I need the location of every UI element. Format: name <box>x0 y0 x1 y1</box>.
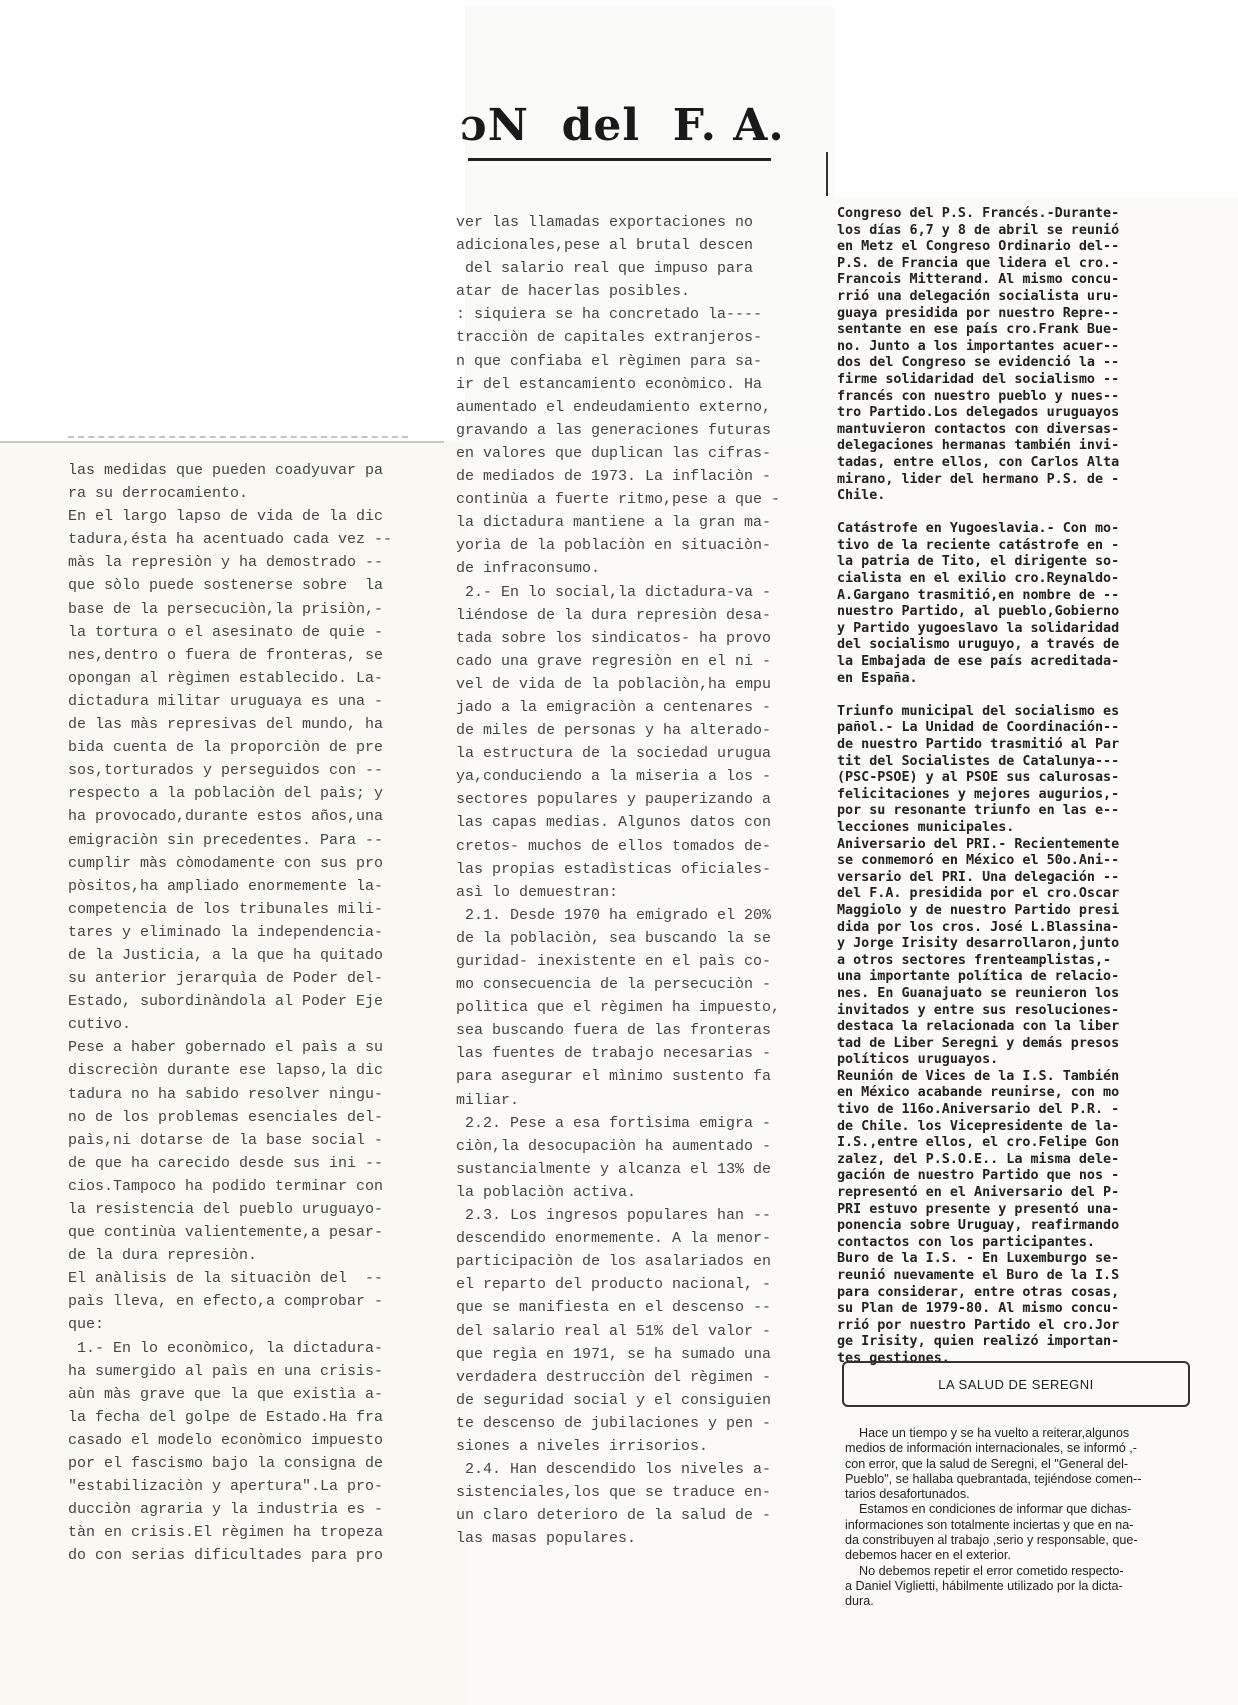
seregni-note: Hace un tiempo y se ha vuelto a reiterar,algunos medios de información internacionales, se informó ,- con error, que la salud de Seregni, el "General del- Pueblo", se hallaba quebrantada, tejiéndose comen-- tarios desafortunados. Estamos en condiciones de informar que dichas- informaciones son totalmente inciertas y que en na- da constribuyen al trabajo ,serio y responsable, que- debemos hacer en el exterior. No debemos repetir el error cometido respecto- a Daniel Viglietti, hábilmente utilizado por la dicta- dura. <box>844 1426 1142 1609</box>
article-title: ɔN del F. A. <box>460 100 785 151</box>
cut-text-fragment <box>68 436 408 444</box>
seregni-box-title: LA SALUD DE SEREGNI <box>842 1361 1190 1407</box>
news-column-right: Congreso del P.S. Francés.-Durante- los días 6,7 y 8 de abril se reunió en Metz el Congreso Ordinario del-- P.S. de Francia que lidera el cro.- Francois Mitterand. Al mismo concu- rrió una delegación socialista uru- guaya presidida por nuestro Repre-- sentante en ese país cro.Frank Bue- no. Junto a los importantes acuer-- dos del Congreso se evidenció la -- firme solidaridad del socialismo -- francés con nuestro pueblo y nues-- tro Partido.Los delegados uruguayos mantuvieron contactos con diversas- delegaciones hermanas también invi- tadas, entre ellos, con Carlos Alta mirano, lider del hermano P.S. de - Chile. Catástrofe en Yugoeslavia.- Con mo- tivo de la reciente catástrofe en - la patria de Tito, el dirigente so- cialista en el exilio cro.Reynaldo- A.Gargano trasmitió,en nombre de -- nuestro Partido, al pueblo,Gobierno y Partido yugoeslavo la solidaridad del socialismo uruguyo, a través de la Embajada de ese país acreditada- en España. Triunfo municipal del socialismo es pañol.- La Unidad de Coordinación-- de nuestro Partido trasmitió al Par tit del Socialistes de Catalunya--- (PSC-PSOE) y al PSOE sus calurosas- felicitaciones y mejores augurios,- por su resonante triunfo en las e-- lecciones municipales. Aniversario del PRI.- Recientemente se conmemoró en México el 50o.Ani-- versario del PRI. Una delegación -- del F.A. presidida por el cro.Oscar Maggiolo y de nuestro Partido presi dida por los cros. José L.Blassina- y Jorge Irisity desarrollaron,junto a otros sectores frenteamplistas,- una importante política de relacio- nes. En Guanajuato se reunieron los invitados y entre sus resoluciones- destaca la relacionada con la liber tad de Liber Seregni y demás presos políticos uruguayos. Reunión de Vices de la I.S. También en México acabande reunirse, con mo tivo de 116o.Aniversario del P.R. - de Chile. los Vicepresidente de la- I.S.,entre ellos, el cro.Felipe Gon zalez, del P.S.O.E.. La misma dele- gación de nuestro Partido que nos - representó en el Aniversario del P- PRI estuvo presente y presentó una- ponencia sobre Uruguay, reafirmando contactos con los participantes. Buro de la I.S. - En Luxemburgo se- reunió nuevamente el Buro de la I.S para considerar, entre otras cosas, su Plan de 1979-80. Al mismo concu- rrió por nuestro Partido el cro.Jor ge Irisity, quien realizó importan- tes gestiones. <box>837 206 1120 1366</box>
article-column-middle: ver las llamadas exportaciones no adicionales,pese al brutal descen del salario real que impuso para atar de hacerlas posibles. : siquiera se ha concretado la---- tracciòn de capitales extranjeros- n que confiaba el règimen para sa- ir del estancamiento econòmico. Ha aumentado el endeudamiento externo, gravando a las generaciones futuras en valores que duplican las cifras- de mediados de 1973. La inflaciòn - continùa a fuerte ritmo,pese a que - la dictadura mantiene a la gran ma- yorìa de la poblaciòn en situaciòn- de infraconsumo. 2.- En lo social,la dictadura-va - liéndose de la dura represiòn desa- tada sobre los sindicatos- ha provo cado una grave regresiòn en el ni - vel de vida de la poblaciòn,ha empu jado a la emigraciòn a centenares - de miles de personas y ha alterado- la estructura de la sociedad urugua ya,conduciendo a la miseria a los - sectores populares y pauperizando a las capas medias. Algunos datos con cretos- muchos de ellos tomados de- las propias estadìsticas oficiales- asì lo demuestran: 2.1. Desde 1970 ha emigrado el 20% de la poblaciòn, sea buscando la se guridad- inexistente en el paìs co- mo consecuencia de la persecuciòn - polìtica que el règimen ha impuesto, sea buscando fuera de las fronteras las fuentes de trabajo necesarias - para asegurar el mìnimo sustento fa miliar. 2.2. Pese a esa fortìsima emigra - ciòn,la desocupaciòn ha aumentado - sustancialmente y alcanza el 13% de la poblaciòn activa. 2.3. Los ingresos populares han -- descendido enormemente. A la menor- participaciòn de los asalariados en el reparto del producto nacional, - que se manifiesta en el descenso -- del salario real al 51% del valor - que regìa en 1971, se ha sumado una verdadera destrucciòn del règimen - de seguridad social y el consiguien te descenso de jubilaciones y pen - siones a niveles irrisorios. 2.4. Han descendido los niveles a- sistenciales,los que se traduce en- un claro deterioro de la salud de - las masas populares. <box>456 214 781 1548</box>
column-mark <box>826 152 828 196</box>
title-underline <box>468 158 771 161</box>
article-column-left: las medidas que pueden coadyuvar pa ra su derrocamiento. En el largo lapso de vida de la dic tadura,ésta ha acentuado cada vez -- màs la represiòn y ha demostrado -- que sòlo puede sostenerse sobre la base de la persecuciòn,la prisiòn,- la tortura o el asesinato de quie - nes,dentro o fuera de fronteras, se opongan al règimen establecido. La- dictadura militar uruguaya es una - de las màs represivas del mundo, ha bida cuenta de la proporciòn de pre sos,torturados y perseguidos con -- respecto a la poblaciòn del paìs; y ha provocado,durante estos años,una emigraciòn sin precedentes. Para -- cumplir màs còmodamente con sus pro pòsitos,ha ampliado enormemente la- competencia de los tribunales mili- tares y eliminado la independencia- de la Justicia, a la que ha quitado su anterior jerarquìa de Poder del- Estado, subordinàndola al Poder Eje cutivo. Pese a haber gobernado el paìs a su discreciòn durante ese lapso,la dic tadura no ha sabido resolver ningu- no de los problemas esenciales del- paìs,ni dotarse de la base social - de que ha carecido desde sus ini -- cios.Tampoco ha podido terminar con la resistencia del pueblo uruguayo- que continùa valientemente,a pesar- de la dura represiòn. El anàlisis de la situaciòn del -- paìs lleva, en efecto,a comprobar - que: 1.- En lo econòmico, la dictadura- ha sumergido al paìs en una crisis- aùn màs grave que la que existìa a- la fecha del golpe de Estado.Ha fra casado el modelo econòmico impuesto por el fascismo bajo la consigna de "estabilizaciòn y apertura".La pro- ducciòn agraria y la industria es - tàn en crisis.El règimen ha tropeza do con serias dificultades para pro <box>68 462 393 1565</box>
